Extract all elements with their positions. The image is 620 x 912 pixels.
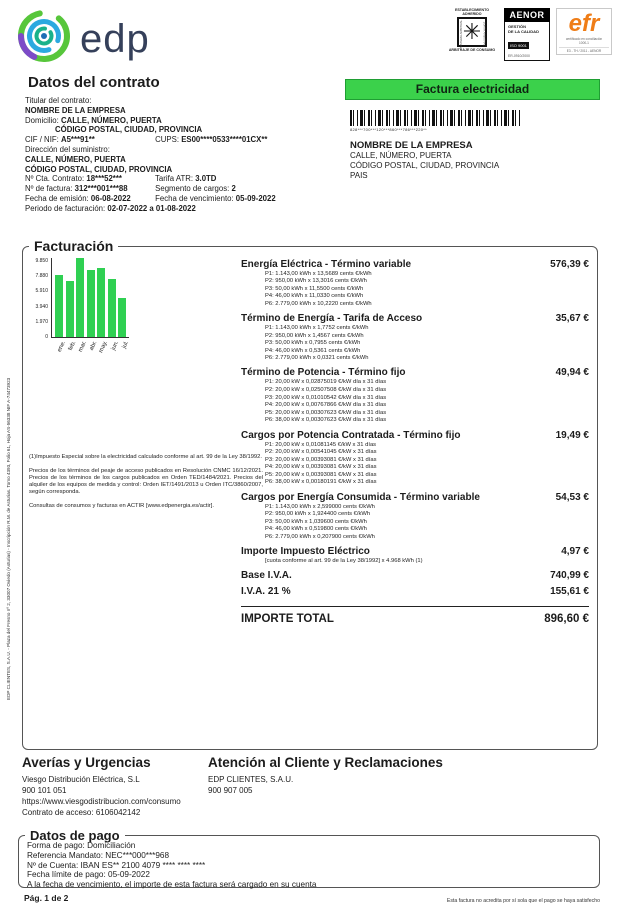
payment-line: Fecha límite de pago: 05-09-2022	[27, 870, 150, 880]
invoice-item-title: I.V.A. 21 %	[241, 585, 291, 597]
periodo-row	[25, 204, 345, 214]
vencimiento-label: Fecha de vencimiento:	[155, 193, 234, 203]
invoice-detail-line: P6: 2.779,00 kWh x 10,2220 cents €/kWh	[265, 300, 372, 307]
contact-line: Contrato de acceso: 6106042142	[22, 808, 141, 817]
invoice-item	[241, 586, 589, 597]
invoice-item-amount: 576,39 €	[550, 258, 589, 270]
aenor-title: AENOR	[504, 8, 550, 22]
invoice-item-amount: 49,94 €	[555, 367, 589, 379]
efr-subtitle2: 1000-1	[579, 41, 589, 45]
invoice-detail-line: P3: 50,00 kWh x 0,7955 cents €/kWh	[265, 340, 361, 347]
x-label-cell	[97, 338, 110, 364]
chart-y-axis	[31, 258, 51, 340]
chart-bar	[66, 281, 74, 337]
legal-disclaimer: Esta factura no acredita por sí sola que el pago se haya satisfecho	[446, 898, 600, 904]
invoice-item-header	[241, 259, 589, 270]
invoice-item	[241, 430, 589, 488]
contact-line: https://www.viesgodistribucion.com/consumo	[22, 797, 181, 806]
invoice-detail-line: P5: 20,00 kW x 0,00307623 €/kW día x 31 días	[265, 409, 387, 416]
segmento-pair	[155, 184, 236, 193]
invoice-detail-line: P6: 2.779,00 kWh x 0,0321 cents €/kWh	[265, 355, 369, 362]
invoice-detail-line: P6: 2.779,00 kWh x 0,207900 cents €/kWh	[265, 533, 375, 540]
payment-line: A la fecha de vencimiento, el importe de esta factura será cargado en su cuenta	[27, 880, 317, 890]
cif-pair	[25, 135, 153, 145]
cif-cups-row	[25, 135, 345, 145]
recipient-address2: CÓDIGO POSTAL, CIUDAD, PROVINCIA	[350, 161, 500, 170]
contact-atencion	[208, 755, 443, 818]
cta-value: 18***52***	[86, 174, 122, 184]
recipient-address1: CALLE, NÚMERO, PUERTA	[350, 151, 452, 160]
x-tick-label: abr.	[89, 340, 99, 352]
x-label-cell	[118, 338, 131, 364]
invoice-total-row	[241, 606, 589, 625]
footnote: Precios de los términos del peaje de acceso publicados en Resolución CNMC 16/12/2021. Precios de los términos de los cargos publicados en Orden TED/1484/2021. Precios del alquiler de los equipos de medida y control: Orden IET/1491/2013 u Orden ITC/3860/2007, según corresponda.	[29, 468, 263, 495]
invoice-item-details	[265, 558, 589, 566]
direccion-label: Dirección del suministro:	[25, 144, 110, 154]
arbitraje-consumo-badge	[446, 8, 498, 53]
invoice-item-title: Energía Eléctrica - Término variable	[241, 258, 412, 270]
cups-pair	[155, 135, 267, 144]
factura-label: Nº de factura:	[25, 184, 73, 194]
cta-label: Nº Cta. Contrato:	[25, 174, 85, 184]
y-tick-label: 9.850	[35, 258, 48, 264]
contract-section-title: Datos del contrato	[28, 74, 160, 91]
invoice-detail-line: P2: 20,00 kW x 0,00541045 €/kW x 31 días	[265, 449, 377, 456]
invoice-item-header	[241, 586, 589, 597]
cif-value: A5***91**	[60, 135, 95, 145]
payment-section	[18, 828, 600, 888]
arbitraje-top-label: ESTABLECIMIENTO ADHERIDO	[454, 8, 489, 17]
y-tick-label: 5.910	[35, 288, 48, 295]
invoice-item-amount: 54,53 €	[555, 491, 589, 503]
emision-label: Fecha de emisión:	[25, 193, 89, 203]
x-tick-label: jul.	[121, 340, 131, 350]
billing-inner	[23, 254, 597, 749]
vencimiento-pair	[155, 194, 276, 203]
cta-pair	[25, 174, 153, 184]
domicilio-line2: CÓDIGO POSTAL, CIUDAD, PROVINCIA	[55, 125, 203, 135]
invoice-detail-line: P4: 46,00 kWh x 0,519800 cents €/kWh	[265, 526, 367, 533]
efr-badge	[556, 8, 612, 55]
invoice-item-amount: 4,97 €	[561, 546, 589, 558]
invoice-item-details	[265, 271, 589, 309]
factura-pair	[25, 184, 153, 194]
factura-value: 312***001***88	[74, 184, 128, 194]
cta-tarifa-row	[25, 174, 345, 184]
titular-label: Titular del contrato:	[25, 96, 92, 105]
invoice-item-amount: 740,99 €	[550, 570, 589, 582]
payment-line: Referencia Mandato: NEC***000***968	[27, 850, 170, 860]
total-amount: 896,60 €	[544, 612, 589, 625]
invoice-item	[241, 492, 589, 542]
payment-line: Nº de Cuenta: IBAN ES** 2100 4079 **** **** ****	[27, 860, 206, 870]
x-tick-label: ene.	[57, 340, 68, 354]
payment-lines	[19, 841, 599, 890]
contact-averias-lines	[22, 774, 208, 818]
footnotes	[29, 454, 263, 517]
x-label-cell	[76, 338, 89, 364]
direccion-line2: CÓDIGO POSTAL, CIUDAD, PROVINCIA	[25, 164, 173, 174]
averias-title: Averías y Urgencias	[22, 755, 151, 770]
y-tick-label: 0	[45, 333, 48, 340]
tarifa-value: 3.0TD	[195, 174, 217, 184]
invoice-item-title: Base I.V.A.	[241, 570, 292, 582]
cups-value: ES00****0533****01CX**	[181, 135, 268, 145]
contacts-section	[22, 755, 582, 818]
invoice-item-header	[241, 570, 589, 581]
x-label-cell	[66, 338, 78, 364]
billing-section	[22, 238, 598, 750]
asterisk-icon: ✳	[462, 19, 482, 45]
cups-label: CUPS:	[155, 135, 180, 145]
invoice-item-header	[241, 313, 589, 324]
fechas-row	[25, 194, 345, 204]
invoice-item	[241, 367, 589, 425]
y-tick-label: 3.940	[35, 303, 48, 310]
periodo-value: 02-07-2022 a 01-08-2022	[107, 203, 196, 213]
edp-logo	[16, 8, 150, 69]
consumption-bar-chart	[31, 258, 129, 364]
arbitraje-left-label: SISTEMA ARBITRAL	[459, 19, 464, 49]
invoice-item-details	[265, 379, 589, 425]
invoice-item-title: Cargos por Potencia Contratada - Término fijo	[241, 429, 461, 441]
aenor-code: ER-0910/2000	[508, 54, 530, 58]
y-tick-label: 1.970	[35, 318, 48, 325]
invoice-item	[241, 259, 589, 309]
invoice-detail-line: P4: 46,00 kWh x 0,5361 cents €/kWh	[265, 347, 361, 354]
recipient-address3: PAIS	[350, 171, 368, 180]
chart-bar	[87, 270, 95, 337]
contact-line: Viesgo Distribución Eléctrica, S.L	[22, 775, 140, 784]
aenor-body	[504, 22, 550, 61]
invoice-detail-line: P1: 20,00 kW x 0,02875019 €/kW día x 31 días	[265, 379, 387, 386]
barcode	[350, 110, 522, 126]
invoice-item-title: Término de Potencia - Término fijo	[241, 367, 406, 379]
efr-title: efr	[568, 10, 600, 37]
chart-x-labels	[51, 338, 129, 364]
tarifa-label: Tarifa ATR:	[155, 174, 194, 184]
invoice-detail-line: P4: 20,00 kW x 0,00767866 €/kW día x 31 días	[265, 402, 387, 409]
arbitraje-bottom-label: ARBITRAJE DE CONSUMO	[448, 48, 496, 53]
edp-logo-icon	[16, 8, 72, 69]
invoice-detail-line: P6: 38,00 kW x 0,00307623 €/kW día x 31 días	[265, 417, 387, 424]
chart-bars	[51, 258, 129, 338]
billing-section-title: Facturación	[34, 238, 114, 254]
invoice-item	[241, 313, 589, 363]
invoice-detail-line: P2: 950,00 kWh x 13,3016 cents €/kWh	[265, 278, 367, 285]
aenor-iso-label: ISO 9001	[510, 43, 527, 48]
emision-pair	[25, 194, 153, 204]
factura-segmento-row	[25, 184, 345, 194]
invoice-item-title: Término de Energía - Tarifa de Acceso	[241, 312, 423, 324]
contact-atencion-lines	[208, 774, 443, 796]
chart-plot-column	[51, 258, 129, 364]
invoice-item-amount: 19,49 €	[555, 429, 589, 441]
invoice-detail-line: P1: 1.143,00 kWh x 2,599000 cents €/kWh	[265, 503, 375, 510]
barcode-number: 828***700***120***860***786***220**	[350, 127, 428, 132]
contact-line: EDP CLIENTES, S.A.U.	[208, 775, 294, 784]
invoice-item	[241, 546, 589, 566]
invoice-items	[241, 254, 589, 625]
periodo-label: Periodo de facturación:	[25, 203, 106, 213]
domicilio-row	[25, 116, 345, 126]
chart-bar	[118, 298, 126, 337]
recipient-block	[350, 110, 595, 181]
chart-bar	[108, 279, 116, 337]
invoice-detail-line: P3: 50,00 kWh x 1,039600 cents €/kWh	[265, 518, 367, 525]
invoice-item-title: Importe Impuesto Eléctrico	[241, 546, 370, 558]
chart-bar	[97, 268, 105, 337]
tarifa-pair	[155, 174, 216, 183]
x-label-cell	[87, 338, 99, 364]
segmento-value: 2	[231, 184, 236, 194]
aenor-line2: DE LA CALIDAD	[508, 29, 539, 34]
x-label-cell	[55, 338, 68, 364]
invoice-item-details	[265, 504, 589, 542]
segmento-label: Segmento de cargos:	[155, 184, 230, 194]
invoice-detail-line: P2: 950,00 kWh x 1,4567 cents €/kWh	[265, 332, 364, 339]
invoice-item-details	[265, 325, 589, 363]
chart-bar	[55, 275, 63, 337]
invoice-detail-line: P3: 20,00 kW x 0,00393081 €/kW x 31 días	[265, 456, 377, 463]
invoice-item-amount: 155,61 €	[550, 585, 589, 597]
invoice-detail-line: P1: 1.143,00 kWh x 13,5689 cents €/kWh	[265, 270, 372, 277]
direccion-line1: CALLE, NÚMERO, PUERTA	[25, 154, 126, 164]
invoice-detail-line: P5: 20,00 kW x 0,00393081 €/kW x 31 días	[265, 471, 377, 478]
x-tick-label: jun.	[110, 340, 120, 352]
arbitraje-right-label: JUNTA ARBITRAL	[482, 21, 487, 47]
invoice-detail-line: P1: 20,00 kW x 0,01081145 €/kW x 31 días	[265, 441, 377, 448]
footnote: (1)Impuesto Especial sobre la electricidad calculado conforme al art. 99 de la Ley 38/1992.	[29, 454, 262, 460]
invoice-detail-line: [cuota conforme al art. 99 de la Ley 38/1992] x 4.968 kWh (1)	[265, 558, 423, 565]
contact-line: 900 101 051	[22, 786, 67, 795]
efr-subtitle: certificado en conciliación	[565, 37, 603, 41]
contract-details	[25, 96, 345, 214]
invoice-item	[241, 570, 589, 581]
invoice-detail-line: P4: 20,00 kW x 0,00393081 €/kW x 31 días	[265, 464, 377, 471]
company-registration-text: EDP CLIENTES, S.A.U. - Plaza del Fresno nº 2, 33007 Oviedo (Asturias) - Inscripción R.M. de Asturias. Tomo 4393, Folio 61, Hoja AS-56338 NIF A-74473923	[6, 377, 11, 700]
payment-line: Forma de pago: Domiciliación	[27, 841, 136, 850]
invoice-item-title: Cargos por Energía Consumida - Término variable	[241, 491, 480, 503]
invoice-item-details	[265, 442, 589, 488]
invoice-item-header	[241, 430, 589, 441]
invoice-item-header	[241, 546, 589, 557]
chart-bar	[76, 258, 84, 337]
total-label: IMPORTE TOTAL	[241, 612, 334, 625]
edp-logo-wordmark: edp	[80, 16, 150, 61]
y-tick-label: 7.880	[35, 273, 48, 280]
x-tick-label: feb.	[68, 340, 78, 352]
invoice-item-header	[241, 492, 589, 503]
invoice-type-badge: Factura electricidad	[345, 79, 600, 100]
vencimiento-value: 05-09-2022	[235, 193, 276, 203]
emision-value: 06-08-2022	[90, 193, 131, 203]
aenor-line1: GESTIÓN	[508, 24, 527, 29]
invoice-item-amount: 35,67 €	[555, 312, 589, 324]
domicilio-label: Domicilio:	[25, 115, 59, 125]
invoice-detail-line: P3: 50,00 kWh x 11,5500 cents €/kWh	[265, 285, 364, 292]
invoice-detail-line: P2: 20,00 kW x 0,02507508 €/kW día x 31 días	[265, 387, 387, 394]
x-tick-label: mar.	[78, 340, 89, 354]
invoice-detail-line: P1: 1.143,00 kWh x 1,7752 cents €/kWh	[265, 324, 369, 331]
payment-section-title: Datos de pago	[30, 828, 120, 843]
invoice-detail-line: P3: 20,00 kW x 0,01010542 €/kW día x 31 días	[265, 394, 387, 401]
footnote: Consultas de consumos y facturas en ACTIR [www.edpenergia.es/actir].	[29, 503, 214, 509]
cif-label: CIF / NIF:	[25, 135, 59, 145]
x-label-cell	[108, 338, 120, 364]
contact-line: 900 907 005	[208, 786, 253, 795]
efr-code: E3 - TH / 2011 - AENOR	[559, 47, 609, 53]
invoice-detail-line: P2: 950,00 kWh x 1,924400 cents €/kWh	[265, 511, 371, 518]
titular-value: NOMBRE DE LA EMPRESA	[25, 105, 126, 115]
certification-badges	[446, 8, 612, 61]
recipient-name: NOMBRE DE LA EMPRESA	[350, 140, 473, 151]
atencion-title: Atención al Cliente y Reclamaciones	[208, 755, 443, 770]
invoice-detail-line: P6: 38,00 kW x 0,00180191 €/kW x 31 días	[265, 479, 377, 486]
invoice-item-header	[241, 367, 589, 378]
domicilio-line1: CALLE, NÚMERO, PUERTA	[60, 115, 162, 125]
invoice-detail-line: P4: 46,00 kWh x 11,0330 cents €/kWh	[265, 293, 364, 300]
contact-averias	[22, 755, 208, 818]
aenor-badge	[504, 8, 550, 61]
x-tick-label: may.	[98, 340, 110, 354]
page-number: Pág. 1 de 2	[24, 893, 69, 903]
